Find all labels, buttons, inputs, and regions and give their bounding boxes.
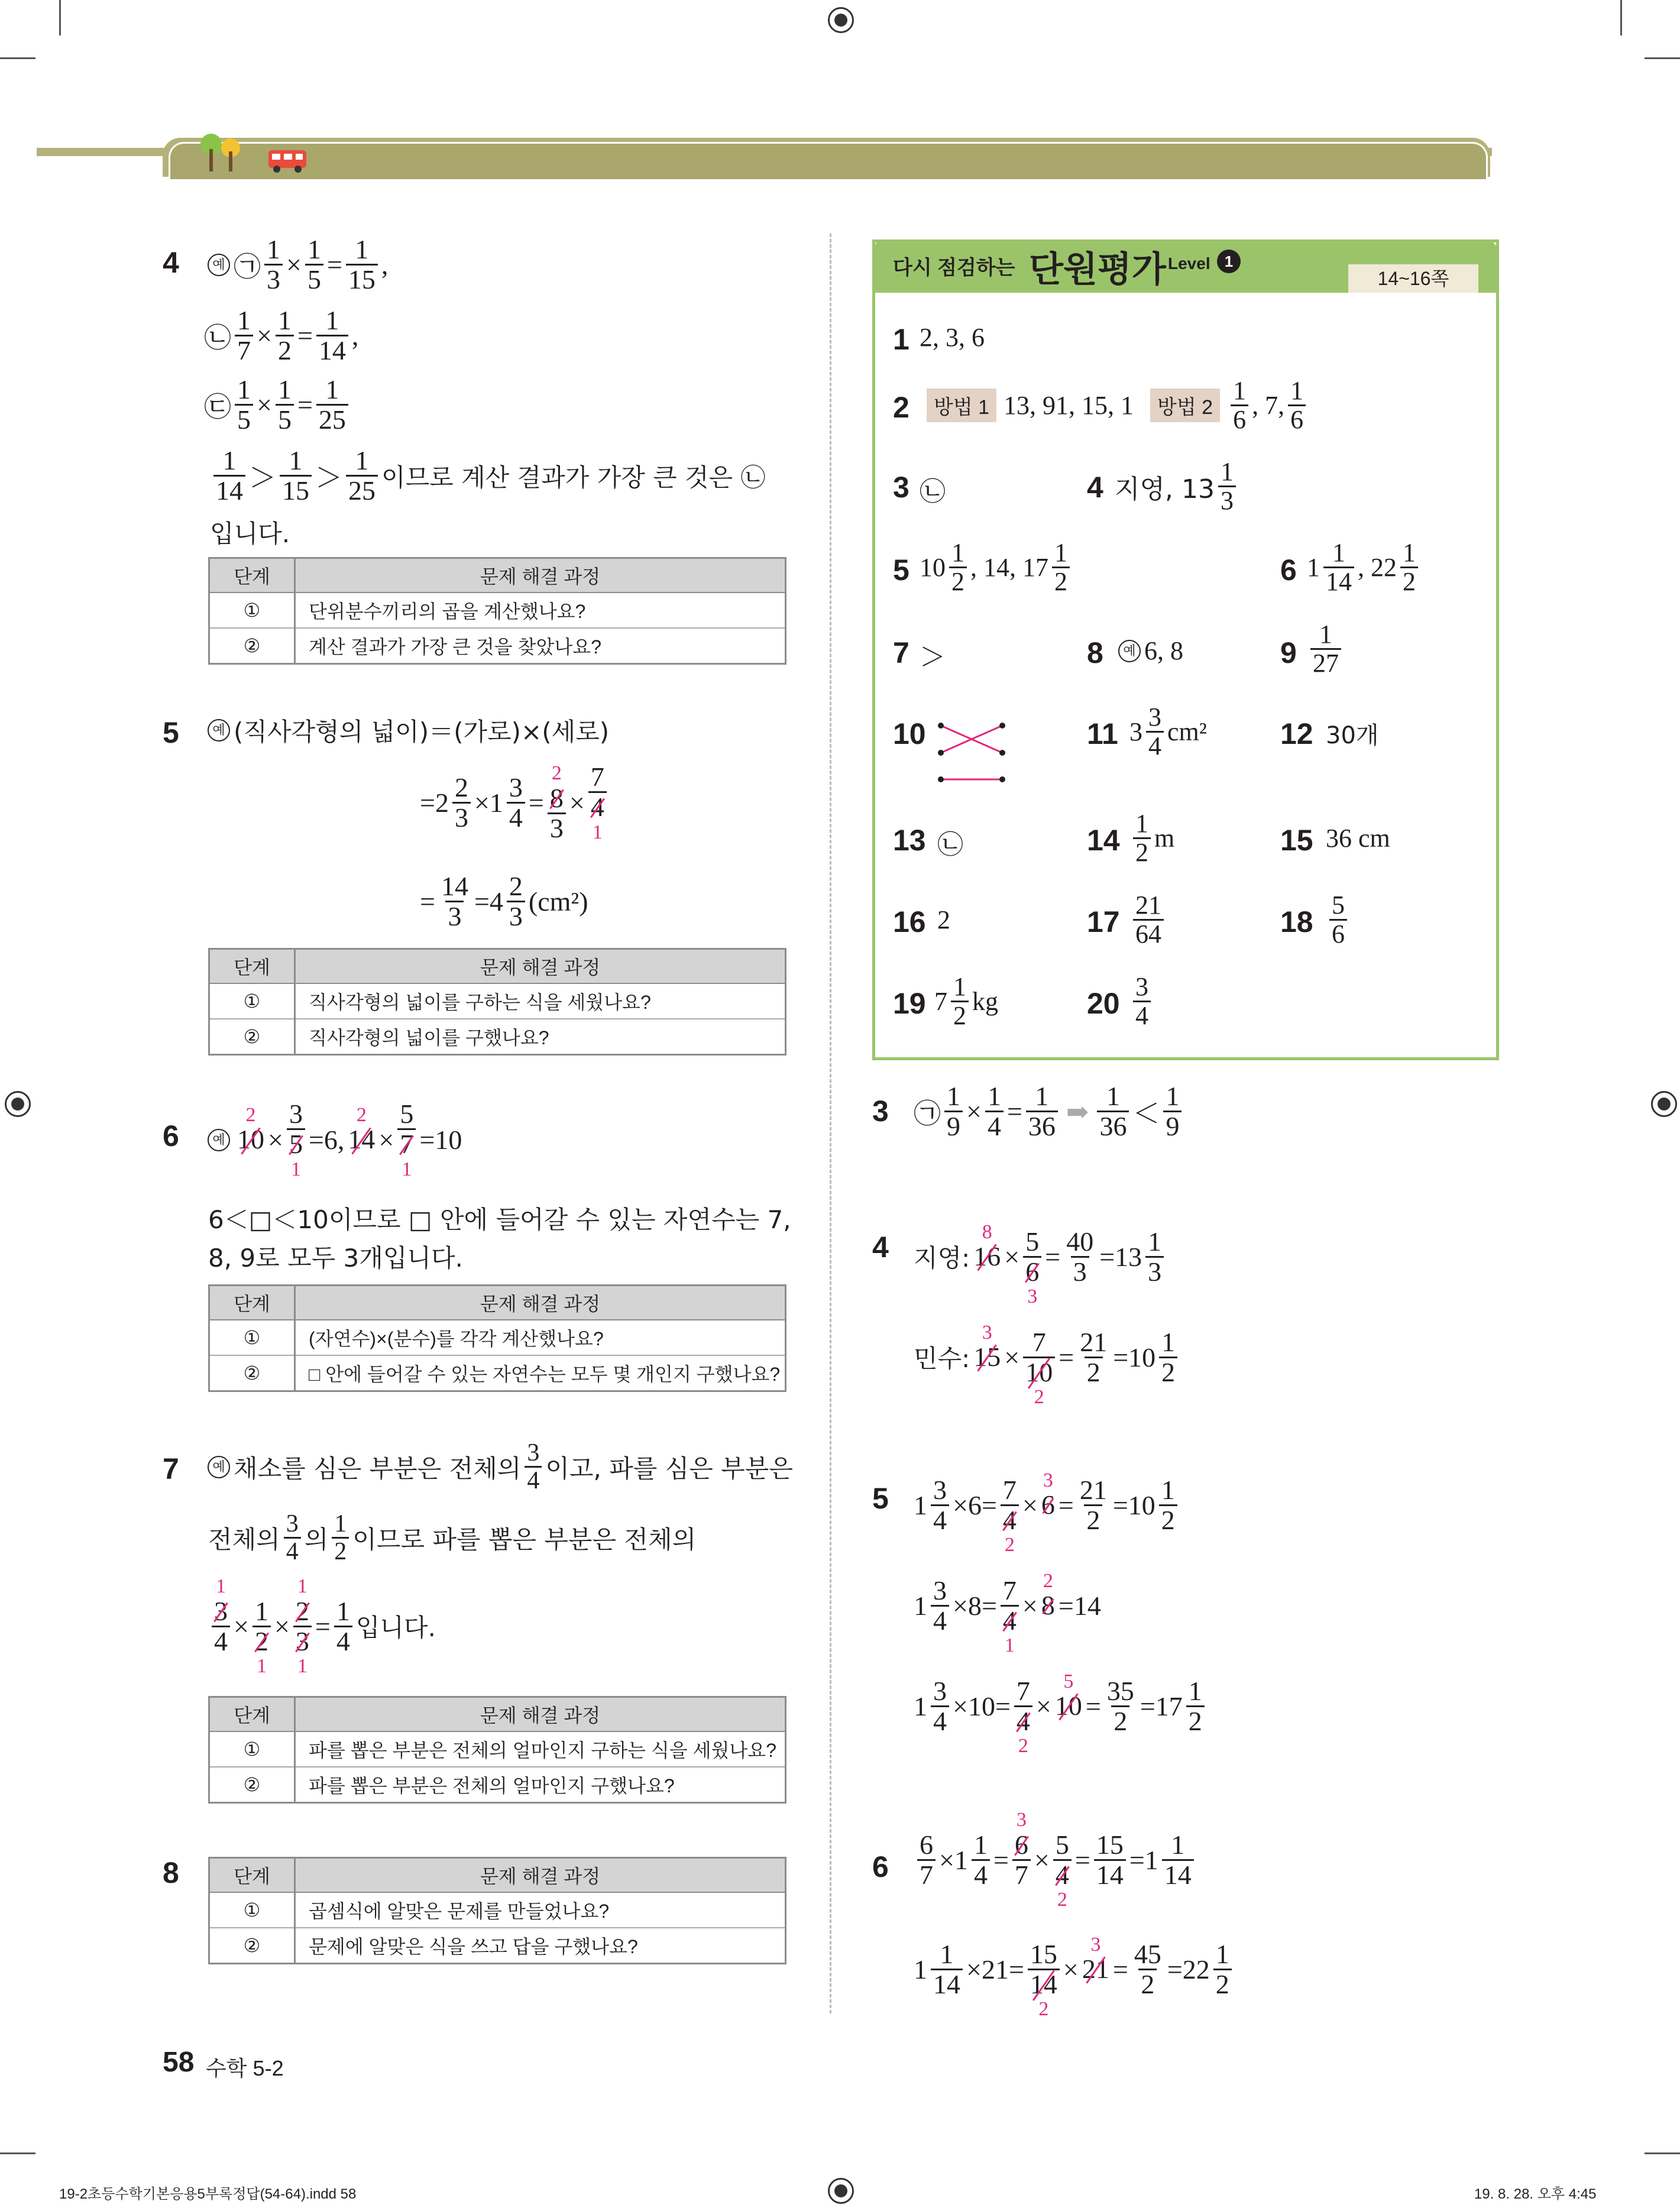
crop-mark xyxy=(1620,0,1622,35)
canceled-number: 2 8 xyxy=(1041,1569,1055,1621)
answer-7-number: 7 xyxy=(893,636,909,669)
fraction: 1 2 xyxy=(1186,1677,1205,1736)
answer-14-number: 14 xyxy=(1087,824,1120,857)
canceled-number: 2 14 xyxy=(348,1103,376,1155)
q4-line-2: ㉡ 1 7 × 1 2 = 1 14 , xyxy=(204,305,359,366)
level-label: Level xyxy=(1168,254,1210,273)
solution-4-line-1: 지영: 8 16 × 5 6 3 = 40 3 = 13 1 3 xyxy=(914,1206,1167,1307)
fraction: 1 2 xyxy=(332,1511,349,1565)
answer-19-number: 19 xyxy=(893,987,926,1020)
question-5-number: 5 xyxy=(163,716,179,749)
level-badge: 1 xyxy=(1217,250,1241,273)
bus-icon xyxy=(267,148,309,174)
solution-5-number: 5 xyxy=(872,1482,889,1515)
fraction: 1 4 xyxy=(985,1082,1004,1141)
crop-mark xyxy=(1645,2152,1680,2154)
fraction: 1 2 xyxy=(1400,539,1418,595)
registration-mark-bottom xyxy=(828,2178,854,2204)
panel-title-small: 다시 점검하는 xyxy=(893,257,1015,279)
fraction: 2 3 xyxy=(452,773,471,833)
column-divider xyxy=(830,234,831,2013)
answer-5: 10 1 2 , 14, 17 1 2 xyxy=(920,539,1073,595)
registration-mark-left xyxy=(5,1091,31,1117)
question-4-number: 4 xyxy=(163,246,179,279)
solution-5-line-1: 1 3 4 × 6 = 7 4 2 × 3 6 = 21 2 = 10 1 2 xyxy=(914,1455,1181,1556)
answer-16: 2 xyxy=(937,905,950,934)
q4-compare: 1 14 ＞ 1 15 ＞ 1 25 이므로 계산 결과가 가장 큰 것은 ㉡ xyxy=(210,446,766,506)
answer-18-number: 18 xyxy=(1280,905,1313,938)
answer-9 xyxy=(1307,621,1345,677)
answer-7: ＞ xyxy=(920,643,946,672)
canceled-number: 3 6 xyxy=(1041,1469,1055,1520)
fraction: 3 4 xyxy=(931,1677,949,1736)
solution-6-number: 6 xyxy=(872,1850,889,1883)
fraction: 1 14 xyxy=(1323,539,1354,595)
answer-4-number: 4 xyxy=(1087,471,1103,504)
example-mark: 예 xyxy=(208,1129,230,1151)
fraction: 1 36 xyxy=(1026,1082,1058,1141)
example-mark: 예 xyxy=(208,719,230,742)
question-7-number: 7 xyxy=(163,1452,179,1485)
solution-6-line-2: 1 1 14 × 21 = 15 14 2 × 3 21 = 45 2 = 22 1 2 xyxy=(914,1919,1235,2020)
answer-8-number: 8 xyxy=(1087,636,1103,669)
fraction: 1 27 xyxy=(1310,621,1341,677)
method-1-badge: 방법 1 xyxy=(927,389,996,422)
q4-step-table: 단계 문제 해결 과정 ① 단위분수끼리의 곱을 계산했나요? ② 계산 결과가 가장 큰 것을 찾았나요? xyxy=(208,557,786,665)
crop-mark xyxy=(1645,57,1680,59)
fraction: 3 4 xyxy=(1133,973,1151,1030)
fraction: 1 5 xyxy=(235,375,253,435)
answer-10-connection-diagram xyxy=(937,718,1008,786)
answer-16-number: 16 xyxy=(893,905,926,938)
fraction: 1 2 3 1 xyxy=(293,1576,312,1677)
q6-text-1: 6＜□＜10이므로 □ 안에 들어갈 수 있는 자연수는 7, xyxy=(208,1205,791,1234)
fraction: 1 14 xyxy=(1162,1831,1194,1890)
q6-step-table: 단계 문제 해결 과정 ① (자연수)×(분수)를 각각 계산했나요? ② □ 안에 들어갈 수 있는 자연수는 모두 몇 개인지 구했나요? xyxy=(208,1284,786,1392)
fraction: 3 4 xyxy=(525,1440,542,1494)
method-2-badge: 방법 2 xyxy=(1150,389,1220,422)
q8-step-table: 단계 문제 해결 과정 ① 곱셈식에 알맞은 문제를 만들었나요? ② 문제에 알맞은 식을 쓰고 답을 구했나요? xyxy=(208,1857,786,1964)
fraction: 1 6 xyxy=(1231,377,1248,433)
answer-19: 7 1 2 kg xyxy=(934,972,998,1031)
fraction: 7 4 1 xyxy=(588,763,607,843)
fraction: 1 2 xyxy=(1133,810,1151,866)
answer-6-number: 6 xyxy=(1280,553,1297,587)
answer-20-number: 20 xyxy=(1087,987,1120,1020)
q4-line-3: ㉢ 1 5 × 1 5 = 1 25 xyxy=(204,375,352,435)
q5-line-2: = 2 2 3 × 1 3 4 = 2 8 3 × 7 4 1 xyxy=(420,763,610,843)
canceled-number: 2 10 xyxy=(237,1103,264,1155)
fraction: 3 4 xyxy=(1146,704,1164,760)
fraction: 1 14 xyxy=(316,306,348,365)
canceled-number: 8 16 xyxy=(973,1221,1001,1272)
fraction: 1 15 xyxy=(280,446,312,506)
q6-line-1: 예 2 10 × 3 5 1 = 6 , 2 14 × 5 7 1 = 10 xyxy=(204,1100,462,1180)
answer-13-number: 13 xyxy=(893,824,926,857)
arrow-right-icon: ➡ xyxy=(1066,1096,1089,1127)
fraction: 3 4 xyxy=(284,1511,301,1565)
answer-18 xyxy=(1326,892,1351,948)
fraction: 1 2 xyxy=(1159,1328,1177,1387)
fraction: 5 6 3 xyxy=(1023,1206,1041,1307)
answer-15: 36 cm xyxy=(1326,824,1390,853)
tree-icon xyxy=(198,131,245,173)
answer-3-number: 3 xyxy=(893,471,909,504)
answer-13: ㉡ xyxy=(937,830,963,859)
q7-line-3: 1 3 4 × 1 2 1 × 1 2 3 1 = 1 4 입니다. xyxy=(208,1576,436,1677)
fraction: 6 7 xyxy=(917,1831,936,1890)
example-mark: 예 xyxy=(208,1456,230,1478)
answer-4: 지영, 13 1 3 xyxy=(1115,458,1239,514)
solution-6-line-1: 6 7 ×1 1 4 = 3 6 7 × 5 4 2 = 15 14 =1 1 14 xyxy=(914,1809,1197,1911)
fraction: 15 14 xyxy=(1094,1831,1126,1890)
answer-10-number: 10 xyxy=(893,717,926,750)
solution-3-number: 3 xyxy=(872,1095,889,1128)
fraction: 14 3 xyxy=(441,871,468,932)
fraction: 1 3 4 xyxy=(212,1576,230,1677)
fraction: 1 3 xyxy=(264,235,283,294)
answer-12-number: 12 xyxy=(1280,717,1313,750)
answer-2: 방법 1 13, 91, 15, 1 방법 2 1 6 , 7, 1 6 xyxy=(920,377,1309,433)
fraction: 35 2 xyxy=(1106,1675,1134,1736)
fraction: 1 9 xyxy=(944,1082,963,1141)
solution-4-line-2: 민수: 3 15 × 7 10 2 = 21 2 = 10 1 2 xyxy=(914,1307,1181,1408)
fraction: 3 4 xyxy=(507,773,525,833)
solution-5-line-2: 1 3 4 × 8 = 7 4 1 × 2 8 = 14 xyxy=(914,1555,1101,1656)
fraction: 1 36 xyxy=(1097,1082,1129,1141)
fraction: 1 5 xyxy=(276,375,294,435)
answer-9-number: 9 xyxy=(1280,636,1297,669)
answer-3: ㉡ xyxy=(920,477,946,506)
panel-title: 단원평가 xyxy=(1029,250,1166,289)
q5-line-3: = 14 3 = 4 2 3 (cm²) xyxy=(420,871,588,932)
fraction: 5 6 xyxy=(1329,892,1347,948)
answer-20 xyxy=(1129,973,1154,1030)
q6-text-2: 8, 9로 모두 3개입니다. xyxy=(208,1244,463,1273)
answer-1-number: 1 xyxy=(893,323,909,356)
fraction: 3 4 xyxy=(931,1476,949,1535)
fraction: 1 2 xyxy=(276,306,294,365)
fraction: 1 3 xyxy=(1145,1228,1164,1287)
header-tab-inner xyxy=(169,142,1488,179)
fraction: 1 4 xyxy=(972,1831,990,1890)
answer-15-number: 15 xyxy=(1280,824,1313,857)
fraction: 7 4 1 xyxy=(1001,1555,1019,1656)
crop-mark xyxy=(0,2152,35,2154)
fraction: 1 4 xyxy=(334,1597,352,1656)
fraction: 7 4 2 xyxy=(1014,1656,1032,1757)
fraction: 7 4 2 xyxy=(1001,1455,1019,1556)
fraction: 5 7 1 xyxy=(397,1100,416,1180)
q7-step-table: 단계 문제 해결 과정 ① 파를 뽑은 부분은 전체의 얼마인지 구하는 식을 세웠나요? ② 파를 뽑은 부분은 전체의 얼마인지 구했나요? xyxy=(208,1696,786,1804)
answer-14: 1 2 m xyxy=(1129,810,1174,866)
answer-12: 30개 xyxy=(1326,722,1379,749)
answer-11: 3 3 4 cm² xyxy=(1129,703,1207,761)
solution-4-number: 4 xyxy=(872,1231,889,1264)
registration-mark-right xyxy=(1651,1091,1677,1117)
solution-3: ㉠ 1 9 × 1 4 = 1 36 ➡ 1 36 ＜ 1 9 xyxy=(914,1082,1185,1141)
answer-17-number: 17 xyxy=(1087,905,1120,938)
fraction: 1 3 xyxy=(1218,458,1236,514)
fraction: 7 10 2 xyxy=(1023,1307,1055,1408)
q4-mark-2: ㉡ xyxy=(204,322,231,353)
fraction: 1 6 xyxy=(1288,377,1306,433)
fraction: 1 2 xyxy=(1159,1476,1177,1535)
fraction: 21 2 xyxy=(1080,1326,1108,1387)
q4-mark-3: ㉢ xyxy=(204,391,231,422)
pages-label: 14~16쪽 xyxy=(1348,264,1478,293)
fraction: 21 64 xyxy=(1133,892,1164,948)
fraction: 1 5 xyxy=(305,235,323,294)
crop-mark xyxy=(59,0,61,35)
registration-mark-top xyxy=(828,7,854,33)
fraction: 1 25 xyxy=(346,446,378,506)
answer-2-number: 2 xyxy=(893,391,909,424)
fraction: 40 3 xyxy=(1066,1226,1094,1287)
unit-review-panel xyxy=(872,239,1499,1060)
file-name: 19-2초등수학기본응용5부록정답(54-64).indd 58 xyxy=(59,2186,357,2202)
answer-17 xyxy=(1129,892,1167,948)
q7-line-2: 전체의 3 4 의 1 2 이므로 파를 뽑은 부분은 전체의 xyxy=(208,1510,697,1566)
canceled-number: 3 21 xyxy=(1082,1933,1109,1985)
fraction: 3 4 xyxy=(931,1576,949,1636)
fraction: 3 6 7 xyxy=(1012,1809,1031,1911)
fraction: 15 14 2 xyxy=(1028,1919,1060,2020)
answer-1: 2, 3, 6 xyxy=(920,323,985,352)
q4-compare-end: 입니다. xyxy=(210,519,290,548)
fraction: 1 14 xyxy=(931,1940,963,1999)
fraction: 45 2 xyxy=(1134,1938,1161,1999)
q4-line-1: 예 ㉠ 1 3 × 1 5 = 1 15 , xyxy=(204,235,388,294)
q4-mark-1: ㉠ xyxy=(234,251,261,282)
canceled-number: 3 15 xyxy=(973,1321,1001,1372)
answer-8: 예 6, 8 xyxy=(1115,636,1183,666)
answer-11-number: 11 xyxy=(1087,717,1118,750)
fraction: 1 25 xyxy=(316,375,348,435)
fraction: 1 9 xyxy=(1163,1082,1181,1141)
canceled-number: 5 10 xyxy=(1054,1670,1082,1721)
fraction: 1 2 xyxy=(949,539,967,595)
answer-6: 1 1 14 , 22 1 2 xyxy=(1307,539,1422,595)
example-mark: 예 xyxy=(1118,640,1141,662)
fraction: 1 14 xyxy=(213,446,245,506)
solution-5-line-3: 1 3 4 × 10 = 7 4 2 × 5 10 = 35 2 = 17 1 2 xyxy=(914,1656,1208,1757)
fraction: 2 8 3 xyxy=(548,763,566,843)
fraction: 1 2 xyxy=(1052,539,1070,595)
print-date: 19. 8. 28. 오후 4:45 xyxy=(1474,2186,1597,2202)
solution-3-mark: ㉠ xyxy=(914,1098,941,1129)
fraction: 1 7 xyxy=(235,306,253,365)
fraction: 5 4 2 xyxy=(1053,1809,1072,1911)
fraction: 2 3 xyxy=(507,872,525,931)
question-6-number: 6 xyxy=(163,1119,179,1153)
answer-5-number: 5 xyxy=(893,553,909,587)
crop-mark xyxy=(0,57,35,59)
fraction: 1 15 xyxy=(346,235,378,294)
q5-line-1: 예 (직사각형의 넓이)＝(가로)×(세로) xyxy=(204,713,609,748)
fraction: 1 2 xyxy=(1213,1940,1232,1999)
q5-step-table: 단계 문제 해결 과정 ① 직사각형의 넓이를 구하는 식을 세웠나요? ② 직사각형의 넓이를 구했나요? xyxy=(208,948,786,1056)
fraction: 1 2 xyxy=(951,973,969,1030)
q7-line-1: 예 채소를 심은 부분은 전체의 3 4 이고, 파를 심은 부분은 xyxy=(204,1440,793,1494)
fraction: 21 2 xyxy=(1079,1474,1107,1535)
fraction: 1 2 1 xyxy=(253,1576,271,1677)
question-8-number: 8 xyxy=(163,1856,179,1889)
page-number: 58 xyxy=(163,2047,195,2078)
example-mark: 예 xyxy=(208,254,230,276)
fraction: 3 5 1 xyxy=(287,1100,305,1180)
subject-label: 수학 5-2 xyxy=(206,2056,284,2080)
